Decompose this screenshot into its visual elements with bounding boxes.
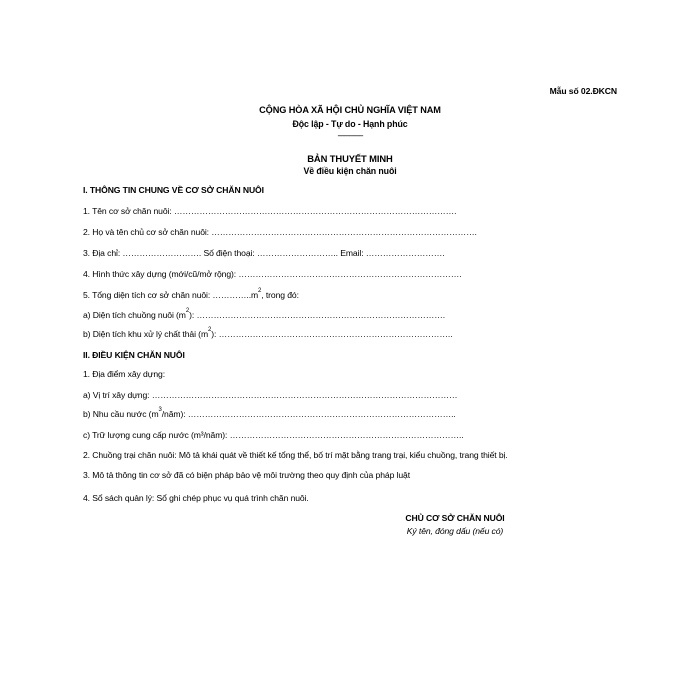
waste-area-sup: 2: [208, 327, 212, 333]
barn-area-text: a) Diện tích chuồng nuôi (m: [83, 310, 186, 320]
environment-line: 3. Mô tả thông tin cơ sở đã có biện pháp bảo vệ môi trường theo quy định của pháp luật: [83, 470, 410, 480]
build-form-line: 4. Hình thức xây dựng (mới/cũ/mở rộng): …………………………………………………………………….: [83, 269, 462, 279]
signature-note: Ký tên, đóng dấu (nếu có): [406, 526, 504, 536]
barn-area-line: [83, 310, 445, 320]
contact-line: [83, 248, 445, 258]
barn-area-suffix: ): …………………………………………………………………………….: [189, 310, 446, 320]
total-area-sup: 2: [258, 288, 262, 294]
water-need-suffix: /năm): …………………………………………………………………………………..: [161, 409, 456, 419]
document-title: BẢN THUYẾT MINH: [307, 153, 393, 164]
document-subtitle: Về điều kiện chăn nuôi: [303, 166, 397, 176]
waste-area-text: b) Diện tích khu xử lý chất thải (m: [83, 329, 208, 339]
water-need-text: b) Nhu cầu nước (m: [83, 409, 159, 419]
country-name: CỘNG HÒA XÃ HỘI CHỦ NGHĨA VIỆT NAM: [259, 105, 441, 115]
total-area-line: [83, 290, 299, 300]
waste-area-line: [83, 329, 453, 339]
barn-description-line: 2. Chuồng trại chăn nuôi: Mô tả khái quát về thiết kế tổng thể, bố trí mặt bằng trang trại, kiểu chuồng, trang thiết bị.: [83, 450, 508, 460]
owner-name-line: 2. Họ và tên chủ cơ sở chăn nuôi: ………………………………………………………………………………….: [83, 227, 477, 237]
barn-area-sup: 2: [185, 308, 190, 314]
total-area-text: 5. Tổng diện tích cơ sở chăn nuôi: …………..m: [83, 290, 259, 300]
motto: Độc lập - Tự do - Hạnh phúc: [292, 119, 408, 129]
section1-heading: I. THÔNG TIN CHUNG VỀ CƠ SỞ CHĂN NUÔI: [83, 185, 264, 195]
address-label: 3. Địa chỉ: ……………………….: [83, 248, 202, 258]
location-line: 1. Địa điểm xây dựng:: [83, 369, 165, 379]
waste-area-suffix: ): ………………………………………………………………………..: [211, 329, 453, 339]
water-need-sup: 3: [158, 407, 162, 413]
total-area-suffix: , trong đó:: [261, 290, 299, 300]
water-need-line: [83, 409, 456, 419]
signature-title: CHỦ CƠ SỞ CHĂN NUÔI: [405, 513, 505, 523]
email-label: Email: ……………………….: [340, 248, 445, 258]
phone-label: Số điện thoại: ………………………..: [203, 248, 338, 258]
header-divider: ---------------: [337, 131, 363, 140]
section2-heading: II. ĐIỀU KIỆN CHĂN NUÔI: [83, 350, 185, 360]
farm-name-line: 1. Tên cơ sở chăn nuôi: ……………………………………………………………………………………….: [83, 206, 457, 216]
records-line: 4. Sổ sách quản lý: Sổ ghi chép phục vụ quá trình chăn nuôi.: [83, 493, 309, 503]
form-number: Mẫu số 02.ĐKCN: [549, 86, 617, 96]
position-line: a) Vị trí xây dựng: ………………………………………………………………………………………………: [83, 390, 458, 400]
water-supply-line: c) Trữ lượng cung cấp nước (m³/năm): ………………………………………………………………………..: [83, 430, 464, 440]
